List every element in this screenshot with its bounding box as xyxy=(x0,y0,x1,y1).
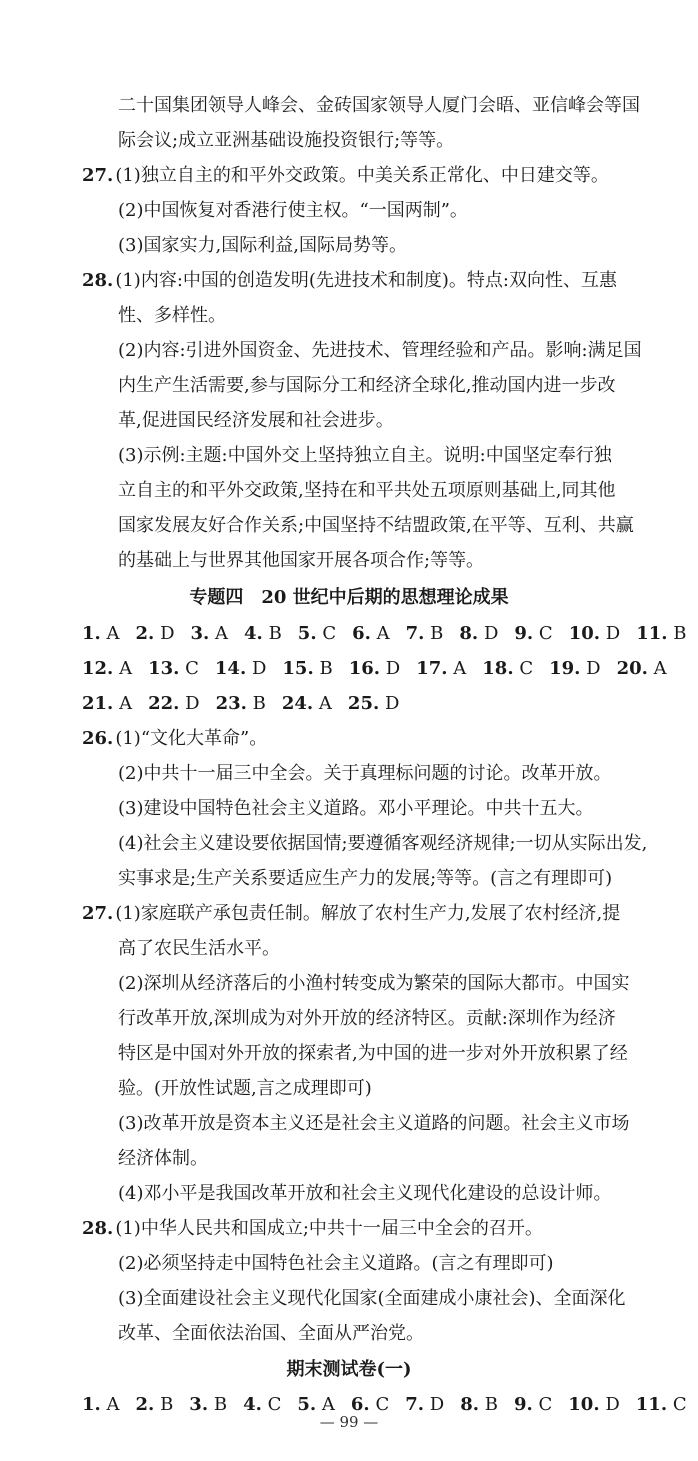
mc-answer-letter: A xyxy=(106,1394,120,1415)
question-27-line: (4)邓小平是我国改革开放和社会主义现代化建设的总设计师。 xyxy=(118,1183,612,1204)
mc-answer xyxy=(215,657,267,681)
mc-answer-letter: D xyxy=(483,623,499,644)
mc-answer-letter: C xyxy=(519,658,534,679)
mc-answer-letter: D xyxy=(251,658,267,679)
answer-text: (1)内容:中国的创造发明(先进技术和制度)。特点:双向性、互惠 xyxy=(115,270,617,291)
mc-question-number: 10. xyxy=(568,623,601,644)
mc-question-number: 17. xyxy=(416,658,448,679)
question-27-line: 行改革开放,深圳成为对外开放的经济特区。贡献:深圳作为经济 xyxy=(118,1008,616,1029)
mc-question-number: 14. xyxy=(214,658,247,679)
question-27-line: 验。(开放性试题,言之成理即可) xyxy=(118,1078,372,1099)
question-number: 28. xyxy=(82,270,114,291)
mc-answer-letter: D xyxy=(605,623,621,644)
mc-answer-letter: B xyxy=(160,1394,174,1415)
mc-answer xyxy=(298,622,336,646)
mc-answer-letter: A xyxy=(119,658,133,679)
question-28-line: (2)内容:引进外国资金、先进技术、管理经验和产品。影响:满足国 xyxy=(118,340,642,361)
mc-answer xyxy=(191,622,229,646)
final-exam-title: 期末测试卷(一) xyxy=(286,1359,412,1380)
question-27-line: (3)改革开放是资本主义还是社会主义道路的问题。社会主义市场 xyxy=(118,1113,630,1134)
answer-text: (1)独立自主的和平外交政策。中美关系正常化、中日建交等。 xyxy=(115,165,609,186)
mc-question-number: 20. xyxy=(616,658,648,679)
question-27-line xyxy=(82,902,620,926)
mc-question-number: 19. xyxy=(549,658,581,679)
mc-answer-letter: C xyxy=(185,658,199,679)
mc-question-number: 3. xyxy=(190,623,210,644)
mc-question-number: 7. xyxy=(405,1394,425,1415)
question-28-line xyxy=(82,269,617,293)
mc-answer-letter: A xyxy=(453,658,467,679)
question-26-line: (4)社会主义建设要依据国情;要遵循客观经济规律;一切从实际出发, xyxy=(118,833,648,854)
mc-answer-letter: A xyxy=(653,658,667,679)
mc-answer-letter: D xyxy=(586,658,601,679)
mc-question-number: 9. xyxy=(514,623,534,644)
mc-question-number: 15. xyxy=(282,658,314,679)
mc-answer-letter: B xyxy=(319,658,333,679)
mc-question-number: 18. xyxy=(482,658,514,679)
mc-question-number: 25. xyxy=(347,693,380,714)
mc-answer xyxy=(136,622,175,646)
mc-answer xyxy=(514,622,552,646)
question-28-line: 的基础上与世界其他国家开展各项合作;等等。 xyxy=(118,550,485,571)
question-28-line: 内生产生活需要,参与国际分工和经济全球化,推动国内进一步改 xyxy=(118,375,616,396)
mc-answer-letter: C xyxy=(538,1394,553,1415)
mc-answer-letter: A xyxy=(318,693,332,714)
mc-answer xyxy=(636,622,686,646)
mc-answer xyxy=(406,622,444,646)
question-28-line: 改革、全面依法治国、全面从严治党。 xyxy=(118,1323,424,1344)
mc-question-number: 24. xyxy=(281,693,314,714)
question-28-line: (2)必须坚持走中国特色社会主义道路。(言之有理即可) xyxy=(118,1253,554,1274)
mc-answer-letter: A xyxy=(106,623,120,644)
question-28-line: 性、多样性。 xyxy=(118,305,226,326)
mc-answer xyxy=(349,657,401,681)
question-28-line: 立自主的和平外交政策,坚持在和平共处五项原则基础上,同其他 xyxy=(118,480,616,501)
question-28-line xyxy=(82,1217,543,1241)
mc-answer xyxy=(569,622,621,646)
question-number: 28. xyxy=(82,1218,114,1239)
mc-question-number: 4. xyxy=(244,623,263,644)
mc-answer-letter: B xyxy=(268,623,282,644)
question-28-line: (3)示例:主题:中国外交上坚持独立自主。说明:中国坚定奉行独 xyxy=(118,445,612,466)
mc-question-number: 16. xyxy=(348,658,381,679)
mc-answer-row xyxy=(82,657,683,681)
mc-answer-letter: C xyxy=(267,1394,282,1415)
question-26-line: 实事求是;生产关系要适应生产力的发展;等等。(言之有理即可) xyxy=(118,868,613,889)
mc-question-number: 21. xyxy=(82,693,114,714)
mc-answer xyxy=(148,657,199,681)
mc-question-number: 5. xyxy=(297,1394,317,1415)
answer-text: (1)家庭联产承包责任制。解放了农村生产力,发展了农村经济,提 xyxy=(115,903,621,924)
question-27-line: (2)中国恢复对香港行使主权。“一国两制”。 xyxy=(118,200,468,221)
mc-answer xyxy=(82,692,132,716)
mc-question-number: 6. xyxy=(352,623,371,644)
mc-question-number: 11. xyxy=(635,1394,668,1415)
mc-answer-letter: B xyxy=(252,693,266,714)
mc-answer-letter: D xyxy=(160,623,175,644)
mc-question-number: 23. xyxy=(215,693,247,714)
question-28-line: 革,促进国民经济发展和社会进步。 xyxy=(118,410,394,431)
mc-question-number: 4. xyxy=(243,1394,262,1415)
question-27-line: (2)深圳从经济落后的小渔村转变成为繁荣的国际大都市。中国实 xyxy=(118,973,630,994)
mc-question-number: 9. xyxy=(513,1394,533,1415)
mc-question-number: 2. xyxy=(135,1394,155,1415)
mc-question-number: 8. xyxy=(459,623,479,644)
answer-text: (1)中华人民共和国成立;中共十一届三中全会的召开。 xyxy=(115,1218,543,1239)
mc-answer-row xyxy=(82,622,698,646)
intro-line: 二十国集团领导人峰会、金砖国家领导人厦门会晤、亚信峰会等国 xyxy=(118,95,640,116)
mc-answer-letter: C xyxy=(322,623,337,644)
question-27-line xyxy=(82,164,609,188)
mc-answer xyxy=(617,657,667,681)
mc-answer-letter: B xyxy=(484,1394,498,1415)
mc-question-number: 13. xyxy=(148,658,180,679)
mc-question-number: 2. xyxy=(135,623,155,644)
mc-answer-letter: C xyxy=(672,1394,687,1415)
mc-question-number: 6. xyxy=(350,1394,370,1415)
mc-answer-letter: C xyxy=(538,623,553,644)
mc-answer-letter: A xyxy=(119,693,133,714)
question-number: 27. xyxy=(82,165,114,186)
question-27-line: 特区是中国对外开放的探索者,为中国的进一步对外开放积累了经 xyxy=(118,1043,628,1064)
mc-question-number: 8. xyxy=(460,1394,479,1415)
mc-question-number: 11. xyxy=(636,623,668,644)
question-27-line: 高了农民生活水平。 xyxy=(118,938,280,959)
mc-answer xyxy=(82,622,120,646)
mc-question-number: 3. xyxy=(189,1394,209,1415)
question-number: 26. xyxy=(82,728,114,749)
mc-question-number: 1. xyxy=(82,1394,101,1415)
mc-answer-letter: D xyxy=(385,658,401,679)
question-26-line: (3)建设中国特色社会主义道路。邓小平理论。中共十五大。 xyxy=(118,798,594,819)
mc-answer xyxy=(549,657,601,681)
mc-answer-row xyxy=(82,692,415,716)
mc-question-number: 5. xyxy=(297,623,317,644)
question-28-line: (3)全面建设社会主义现代化国家(全面建成小康社会)、全面深化 xyxy=(118,1288,626,1309)
mc-answer-letter: A xyxy=(215,623,229,644)
section-title: 专题四 20 世纪中后期的思想理论成果 xyxy=(189,587,509,608)
mc-answer-letter: B xyxy=(213,1394,228,1415)
mc-answer-letter: A xyxy=(321,1394,335,1415)
mc-answer xyxy=(282,692,332,716)
mc-question-number: 10. xyxy=(568,1394,600,1415)
intro-line: 际会议;成立亚洲基础设施投资银行;等等。 xyxy=(118,130,455,151)
mc-answer-letter: B xyxy=(673,623,687,644)
mc-answer xyxy=(282,657,332,681)
mc-question-number: 1. xyxy=(82,623,101,644)
mc-answer-letter: A xyxy=(376,623,390,644)
mc-answer xyxy=(416,657,466,681)
mc-answer xyxy=(459,622,498,646)
mc-question-number: 7. xyxy=(405,623,425,644)
mc-answer-letter: B xyxy=(430,623,444,644)
mc-answer-letter: D xyxy=(185,693,200,714)
question-27-line: 经济体制。 xyxy=(118,1148,208,1169)
question-28-line: 国家发展友好合作关系;中国坚持不结盟政策,在平等、互利、共赢 xyxy=(118,515,634,536)
mc-answer-letter: D xyxy=(605,1394,620,1415)
question-26-line: (2)中共十一届三中全会。关于真理标问题的讨论。改革开放。 xyxy=(118,763,612,784)
mc-answer xyxy=(244,622,282,646)
mc-answer xyxy=(482,657,533,681)
question-26-line xyxy=(82,727,267,751)
mc-answer-letter: D xyxy=(384,693,400,714)
answer-text: (1)“文化大革命”。 xyxy=(115,728,268,749)
question-number: 27. xyxy=(82,903,114,924)
mc-question-number: 22. xyxy=(148,693,180,714)
mc-question-number: 12. xyxy=(82,658,114,679)
mc-answer xyxy=(148,692,200,716)
mc-answer xyxy=(216,692,266,716)
mc-answer-letter: D xyxy=(429,1394,445,1415)
mc-answer xyxy=(82,657,132,681)
mc-answer-letter: C xyxy=(375,1394,390,1415)
mc-answer xyxy=(352,622,390,646)
question-27-line: (3)国家实力,国际利益,国际局势等。 xyxy=(118,235,407,256)
page-number: — 99 — xyxy=(319,1413,379,1431)
mc-answer xyxy=(348,692,400,716)
